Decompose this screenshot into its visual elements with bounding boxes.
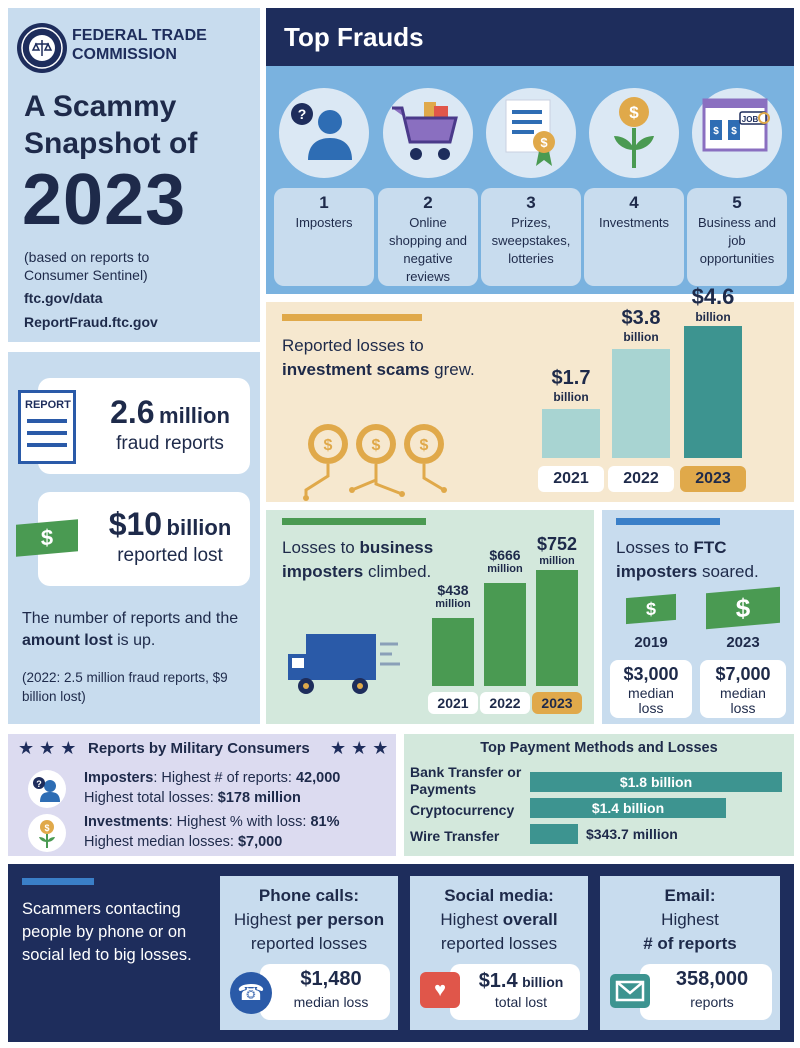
fraud-card-1: 1 Imposters bbox=[274, 188, 374, 286]
business-year-2022: 2022 bbox=[480, 692, 530, 714]
svg-text:?: ? bbox=[36, 779, 42, 789]
business-bar-2022 bbox=[484, 583, 526, 686]
reports-stat: 2.6 million fraud reports bbox=[110, 394, 230, 454]
stars-right-icon: ★ ★ ★ bbox=[330, 738, 389, 758]
svg-text:$: $ bbox=[419, 437, 429, 454]
top-frauds-panel bbox=[266, 8, 794, 294]
ftc-year-2019: 2019 bbox=[634, 634, 668, 651]
investment-text: Reported losses to investment scams grew. bbox=[282, 336, 475, 379]
link-ftc-data[interactable]: ftc.gov/data bbox=[24, 290, 103, 306]
page-title: A Scammy Snapshot of bbox=[24, 90, 198, 160]
contact-panel bbox=[8, 864, 794, 1042]
header-panel bbox=[8, 8, 260, 342]
svg-text:$: $ bbox=[44, 823, 50, 833]
payment-label-crypto: Cryptocurrency bbox=[410, 802, 515, 818]
payment-label-wire: Wire Transfer bbox=[410, 828, 500, 844]
title-year: 2023 bbox=[22, 160, 187, 240]
svg-text:$: $ bbox=[323, 437, 333, 454]
military-imposters: Imposters: Highest # of reports: 42,000 Highest total losses: $178 million bbox=[84, 770, 341, 806]
ftc-2023-label: median loss bbox=[720, 685, 766, 716]
ftc-2019-label: median loss bbox=[628, 685, 674, 716]
ftc-accent-line bbox=[616, 518, 720, 525]
investment-year-2022: 2022 bbox=[608, 466, 674, 492]
svg-text:$: $ bbox=[629, 103, 639, 122]
investment-bar-2021 bbox=[542, 409, 600, 458]
business-bar-label-2021: $438 million bbox=[435, 582, 471, 610]
report-document-icon: REPORT bbox=[18, 390, 76, 464]
summary-note: The number of reports and the amount lost is up. bbox=[22, 610, 239, 649]
business-panel bbox=[266, 510, 594, 724]
svg-text:$: $ bbox=[540, 135, 548, 150]
contact-accent-line bbox=[22, 878, 94, 885]
payments-panel bbox=[404, 734, 794, 856]
investment-bar-2023 bbox=[684, 326, 742, 458]
imposter-avatar-icon bbox=[28, 770, 66, 808]
subtitle: (based on reports to Consumer Sentinel) bbox=[24, 249, 150, 283]
svg-text:$: $ bbox=[371, 437, 381, 454]
contact-card-social: Social media: Highest overall reported losses ♥ $1.4 billion total lost bbox=[410, 876, 588, 1030]
business-year-2021: 2021 bbox=[428, 692, 478, 714]
ftc-imposters-text: Losses to FTC imposters soared. bbox=[616, 538, 759, 581]
investment-accent-line bbox=[282, 314, 422, 321]
business-bar-2021 bbox=[432, 618, 474, 686]
ftc-imposters-panel bbox=[602, 510, 794, 724]
org-name: FEDERAL TRADE COMMISSION bbox=[72, 27, 207, 63]
dollar-bill-large-icon: $ bbox=[706, 587, 780, 629]
investment-bar-label-2023: $4.6 billion bbox=[691, 284, 735, 324]
heart-message-icon: ♥ bbox=[420, 972, 460, 1008]
investment-year-2023: 2023 bbox=[680, 466, 746, 492]
military-title: Reports by Military Consumers bbox=[88, 740, 310, 757]
fraud-card-5: 5 Business and job opportunities bbox=[687, 188, 787, 286]
business-bar-label-2022: $666 million bbox=[487, 547, 523, 575]
imposter-icon bbox=[288, 100, 360, 166]
dollar-bill-small-icon: $ bbox=[626, 594, 676, 624]
business-accent-line bbox=[282, 518, 426, 525]
military-investments: Investments: Highest % with loss: 81% Highest median losses: $7,000 bbox=[84, 814, 340, 850]
payment-value-0: $1.8 billion bbox=[619, 774, 693, 790]
link-report-fraud[interactable]: ReportFraud.ftc.gov bbox=[24, 314, 158, 330]
investment-bar-label-2022: $3.8 billion bbox=[621, 307, 661, 344]
payment-label-bank: Bank Transfer or Payments bbox=[410, 764, 522, 797]
stars-left-icon: ★ ★ ★ bbox=[18, 738, 77, 758]
business-year-2023: 2023 bbox=[532, 692, 582, 714]
military-panel bbox=[8, 734, 396, 856]
fraud-card-2: 2 Online shopping and negative reviews bbox=[378, 188, 478, 286]
svg-text:?: ? bbox=[297, 106, 307, 122]
payments-title: Top Payment Methods and Losses bbox=[480, 740, 718, 756]
top-frauds-title: Top Frauds bbox=[284, 22, 424, 52]
business-text: Losses to business imposters climbed. bbox=[282, 538, 434, 581]
money-plant-icon bbox=[602, 94, 666, 170]
prize-certificate-icon bbox=[496, 96, 568, 172]
investment-bar-label-2021: $1.7 billion bbox=[551, 367, 591, 404]
business-bar-label-2023: $752 million bbox=[536, 534, 578, 567]
contact-card-phone: Phone calls: Highest per person reported losses ☎ $1,480 median loss bbox=[220, 876, 398, 1030]
business-bar-2023 bbox=[536, 570, 578, 686]
shopping-cart-icon bbox=[388, 96, 468, 168]
fraud-card-4: 4 Investments bbox=[584, 188, 684, 286]
phone-icon: ☎ bbox=[230, 972, 272, 1014]
investment-bar-2022 bbox=[612, 349, 670, 458]
job-website-icon bbox=[702, 98, 774, 158]
delivery-truck-icon bbox=[286, 630, 402, 700]
contact-intro: Scammers contacting people by phone or on social led to big losses. bbox=[22, 900, 192, 964]
ftc-2023-value: $7,000 bbox=[715, 664, 771, 684]
svg-text:JOB: JOB bbox=[741, 115, 759, 124]
dollar-bill-icon: $ bbox=[16, 519, 78, 556]
investment-year-2021: 2021 bbox=[538, 466, 604, 492]
svg-text:$: $ bbox=[713, 126, 719, 137]
summary-panel bbox=[8, 352, 260, 724]
payment-value-2: $343.7 million bbox=[586, 826, 678, 842]
money-plant-small-icon bbox=[28, 814, 66, 852]
investment-panel bbox=[266, 284, 794, 502]
svg-text:$: $ bbox=[731, 126, 737, 137]
payment-value-1: $1.4 billion bbox=[591, 800, 665, 816]
ftc-2019-value: $3,000 bbox=[623, 664, 679, 684]
coin-circuit-icon bbox=[290, 420, 470, 502]
fraud-card-3: 3 Prizes, sweepstakes, lotteries bbox=[481, 188, 581, 286]
prior-year-note: (2022: 2.5 million fraud reports, $9 billion lost) bbox=[22, 670, 228, 704]
ftc-year-2023: 2023 bbox=[726, 634, 760, 651]
envelope-icon bbox=[610, 974, 650, 1008]
ftc-seal-icon bbox=[16, 22, 68, 74]
payment-bar-2 bbox=[530, 824, 578, 844]
lost-stat: $10 billion reported lost bbox=[108, 506, 232, 566]
contact-card-email: Email: Highest # of reports 358,000 reports bbox=[600, 876, 780, 1030]
